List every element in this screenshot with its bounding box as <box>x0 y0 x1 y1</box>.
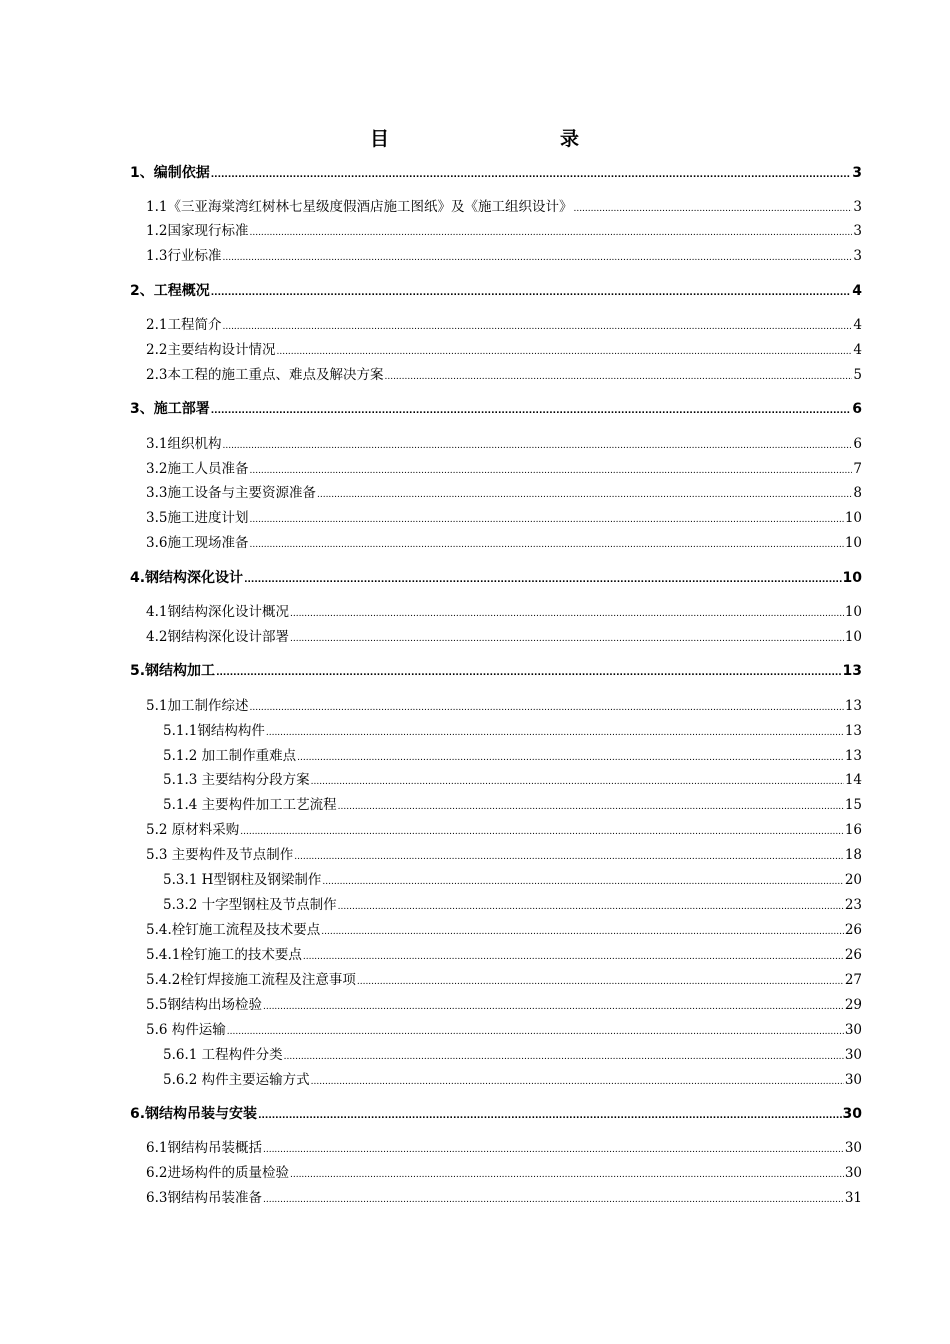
toc-leader-dots <box>222 315 852 339</box>
toc-entry-page-number: 29 <box>844 997 862 1013</box>
toc-entry-page-number: 3 <box>852 165 862 181</box>
toc-leader-dots <box>258 1104 841 1128</box>
toc-entry-label: 3.1组织机构 <box>146 436 222 452</box>
toc-entry-page-number: 16 <box>844 822 862 838</box>
toc-entry[interactable] <box>163 793 862 817</box>
toc-leader-dots <box>249 533 843 557</box>
toc-leader-dots <box>294 845 844 869</box>
toc-entry[interactable] <box>146 363 862 387</box>
toc-leader-dots <box>290 602 844 626</box>
toc-entry-page-number: 10 <box>842 570 862 586</box>
toc-leader-dots <box>263 1138 844 1162</box>
toc-entry-label: 3.2施工人员准备 <box>146 461 249 477</box>
toc-entry[interactable] <box>146 244 862 268</box>
toc-leader-dots <box>263 995 844 1019</box>
toc-entry[interactable] <box>146 694 862 718</box>
toc-entry[interactable] <box>146 432 862 456</box>
toc-entry-label: 1.1《三亚海棠湾红树林七星级度假酒店施工图纸》及《施工组织设计》 <box>146 199 573 215</box>
toc-entry-label: 5.4.栓钉施工流程及技术要点 <box>146 922 321 938</box>
toc-entry[interactable] <box>130 566 862 590</box>
toc-entry[interactable] <box>146 1161 862 1185</box>
toc-entry-label: 5.1加工制作综述 <box>146 698 249 714</box>
toc-title <box>0 124 950 151</box>
toc-entry[interactable] <box>146 993 862 1017</box>
toc-entry-page-number: 4 <box>852 283 862 299</box>
toc-leader-dots <box>266 721 844 745</box>
toc-entry[interactable] <box>146 1136 862 1160</box>
toc-entry-page-number: 14 <box>844 772 862 788</box>
toc-entry-page-number: 6 <box>852 401 862 417</box>
toc-entry-page-number: 26 <box>844 922 862 938</box>
toc-entry[interactable] <box>130 279 862 303</box>
toc-entry-page-number: 3 <box>853 199 862 215</box>
toc-entry-label: 4.1钢结构深化设计概况 <box>146 604 289 620</box>
toc-entry-page-number: 18 <box>844 847 862 863</box>
toc-leader-dots <box>573 197 852 221</box>
toc-entry-page-number: 3 <box>853 248 862 264</box>
toc-leader-dots <box>211 399 852 423</box>
toc-entry-label: 3.5施工进度计划 <box>146 510 249 526</box>
toc-entry-label: 5.4.2栓钉焊接施工流程及注意事项 <box>146 972 356 988</box>
toc-entry[interactable] <box>146 1186 862 1210</box>
toc-entry-page-number: 23 <box>844 897 862 913</box>
toc-entry-page-number: 10 <box>844 535 862 551</box>
toc-entry-label: 5.4.1栓钉施工的技术要点 <box>146 947 302 963</box>
toc-entry[interactable] <box>146 195 862 219</box>
toc-entry-label: 3.6施工现场准备 <box>146 535 249 551</box>
toc-entry-page-number: 27 <box>844 972 862 988</box>
toc-entry-label: 5.钢结构加工 <box>130 663 216 679</box>
toc-leader-dots <box>211 281 852 305</box>
toc-entry-page-number: 6 <box>853 436 862 452</box>
toc-leader-dots <box>317 483 852 507</box>
toc-entry[interactable] <box>146 338 862 362</box>
toc-entry-label: 5.1.1钢结构构件 <box>163 723 265 739</box>
toc-entry-page-number: 10 <box>844 629 862 645</box>
toc-entry-page-number: 13 <box>842 663 862 679</box>
toc-entry[interactable] <box>146 481 862 505</box>
toc-entry[interactable] <box>163 1043 862 1067</box>
toc-leader-dots <box>244 568 841 592</box>
toc-entry-page-number: 30 <box>844 1072 862 1088</box>
toc-leader-dots <box>290 1163 844 1187</box>
toc-entry-page-number: 30 <box>842 1106 862 1122</box>
toc-entry[interactable] <box>146 313 862 337</box>
toc-leader-dots <box>263 1188 844 1212</box>
toc-leader-dots <box>222 246 852 270</box>
toc-entry-page-number: 7 <box>853 461 862 477</box>
toc-leader-dots <box>249 696 843 720</box>
toc-leader-dots <box>240 820 844 844</box>
toc-entry-label: 5.3.2 十字型钢柱及节点制作 <box>163 897 337 913</box>
toc-entry-label: 5.2 原材料采购 <box>146 822 240 838</box>
toc-entry[interactable] <box>146 943 862 967</box>
toc-entry-label: 4.钢结构深化设计 <box>130 570 244 586</box>
toc-leader-dots <box>303 945 844 969</box>
toc-leader-dots <box>311 770 844 794</box>
toc-entry-label: 5.3.1 H型钢柱及钢梁制作 <box>163 872 322 888</box>
toc-title-right: 录 <box>560 128 581 150</box>
toc-entry-page-number: 10 <box>844 510 862 526</box>
toc-entry[interactable] <box>146 600 862 624</box>
toc-leader-dots <box>322 870 843 894</box>
toc-entry[interactable] <box>146 219 862 243</box>
toc-entry[interactable] <box>146 1018 862 1042</box>
toc-entry-page-number: 8 <box>853 485 862 501</box>
toc-entry-label: 5.6 构件运输 <box>146 1022 226 1038</box>
toc-entry[interactable] <box>163 1068 862 1092</box>
toc-entry[interactable] <box>130 161 862 185</box>
toc-entry-label: 5.1.4 主要构件加工工艺流程 <box>163 797 337 813</box>
toc-leader-dots <box>249 221 852 245</box>
toc-entry-page-number: 15 <box>844 797 862 813</box>
toc-leader-dots <box>338 895 844 919</box>
toc-entry-page-number: 20 <box>844 872 862 888</box>
toc-entry[interactable] <box>146 843 862 867</box>
toc-entry-label: 1.3行业标准 <box>146 248 222 264</box>
toc-entry-label: 3、施工部署 <box>130 401 210 417</box>
toc-leader-dots <box>249 508 843 532</box>
toc-entry-label: 5.6.2 构件主要运输方式 <box>163 1072 310 1088</box>
toc-entry[interactable] <box>146 968 862 992</box>
toc-entry-page-number: 13 <box>844 698 862 714</box>
toc-entry-page-number: 4 <box>853 317 862 333</box>
toc-entry[interactable] <box>130 659 862 683</box>
toc-entry-page-number: 30 <box>844 1022 862 1038</box>
toc-entry[interactable] <box>163 719 862 743</box>
toc-entry-label: 1、编制依据 <box>130 165 210 181</box>
toc-leader-dots <box>211 163 852 187</box>
toc-entry[interactable] <box>146 457 862 481</box>
toc-leader-dots <box>311 1070 844 1094</box>
toc-leader-dots <box>384 365 852 389</box>
toc-entry-label: 2.1工程简介 <box>146 317 222 333</box>
toc-leader-dots <box>227 1020 844 1044</box>
toc-entry-label: 5.5钢结构出场检验 <box>146 997 262 1013</box>
toc-entry-label: 6.2进场构件的质量检验 <box>146 1165 289 1181</box>
toc-entry-page-number: 26 <box>844 947 862 963</box>
toc-entry-page-number: 13 <box>844 723 862 739</box>
toc-leader-dots <box>276 340 852 364</box>
toc-entry-label: 2.3本工程的施工重点、难点及解决方案 <box>146 367 384 383</box>
toc-entry-label: 5.6.1 工程构件分类 <box>163 1047 283 1063</box>
toc-entry-label: 2.2主要结构设计情况 <box>146 342 276 358</box>
toc-entry[interactable] <box>146 625 862 649</box>
toc-entry-page-number: 31 <box>844 1190 862 1206</box>
toc-entry-page-number: 10 <box>844 604 862 620</box>
toc-entry-label: 5.1.3 主要结构分段方案 <box>163 772 310 788</box>
toc-leader-dots <box>321 920 844 944</box>
toc-entry-label: 5.1.2 加工制作重难点 <box>163 748 297 764</box>
toc-leader-dots <box>290 627 844 651</box>
toc-leader-dots <box>357 970 844 994</box>
toc-entry[interactable] <box>130 1102 862 1126</box>
toc-entry-label: 6.钢结构吊装与安装 <box>130 1106 258 1122</box>
toc-entry[interactable] <box>163 868 862 892</box>
toc-entry-label: 6.1钢结构吊装概括 <box>146 1140 262 1156</box>
toc-leader-dots <box>222 434 852 458</box>
toc-entry[interactable] <box>146 506 862 530</box>
toc-entry[interactable] <box>146 818 862 842</box>
toc-leader-dots <box>284 1045 844 1069</box>
toc-entry[interactable] <box>163 744 862 768</box>
toc-entry-label: 2、工程概况 <box>130 283 210 299</box>
toc-entry[interactable] <box>130 397 862 421</box>
toc-entry-page-number: 13 <box>844 748 862 764</box>
toc-leader-dots <box>249 459 852 483</box>
toc-entry-label: 5.3 主要构件及节点制作 <box>146 847 294 863</box>
toc-entry-page-number: 30 <box>844 1047 862 1063</box>
toc-entry[interactable] <box>146 918 862 942</box>
toc-entry-page-number: 5 <box>853 367 862 383</box>
toc-entry-page-number: 30 <box>844 1140 862 1156</box>
toc-entry-page-number: 4 <box>853 342 862 358</box>
toc-entry[interactable] <box>146 531 862 555</box>
toc-leader-dots <box>216 661 841 685</box>
toc-entry-label: 4.2钢结构深化设计部署 <box>146 629 289 645</box>
toc-entry[interactable] <box>163 893 862 917</box>
toc-title-left: 目 <box>369 128 390 150</box>
toc-entry-page-number: 30 <box>844 1165 862 1181</box>
toc-entry-label: 1.2国家现行标准 <box>146 223 249 239</box>
toc-leader-dots <box>297 746 844 770</box>
toc-leader-dots <box>338 795 844 819</box>
toc-entry-page-number: 3 <box>853 223 862 239</box>
toc-entry-label: 3.3施工设备与主要资源准备 <box>146 485 316 501</box>
toc-entry-label: 6.3钢结构吊装准备 <box>146 1190 262 1206</box>
toc-entry[interactable] <box>163 768 862 792</box>
